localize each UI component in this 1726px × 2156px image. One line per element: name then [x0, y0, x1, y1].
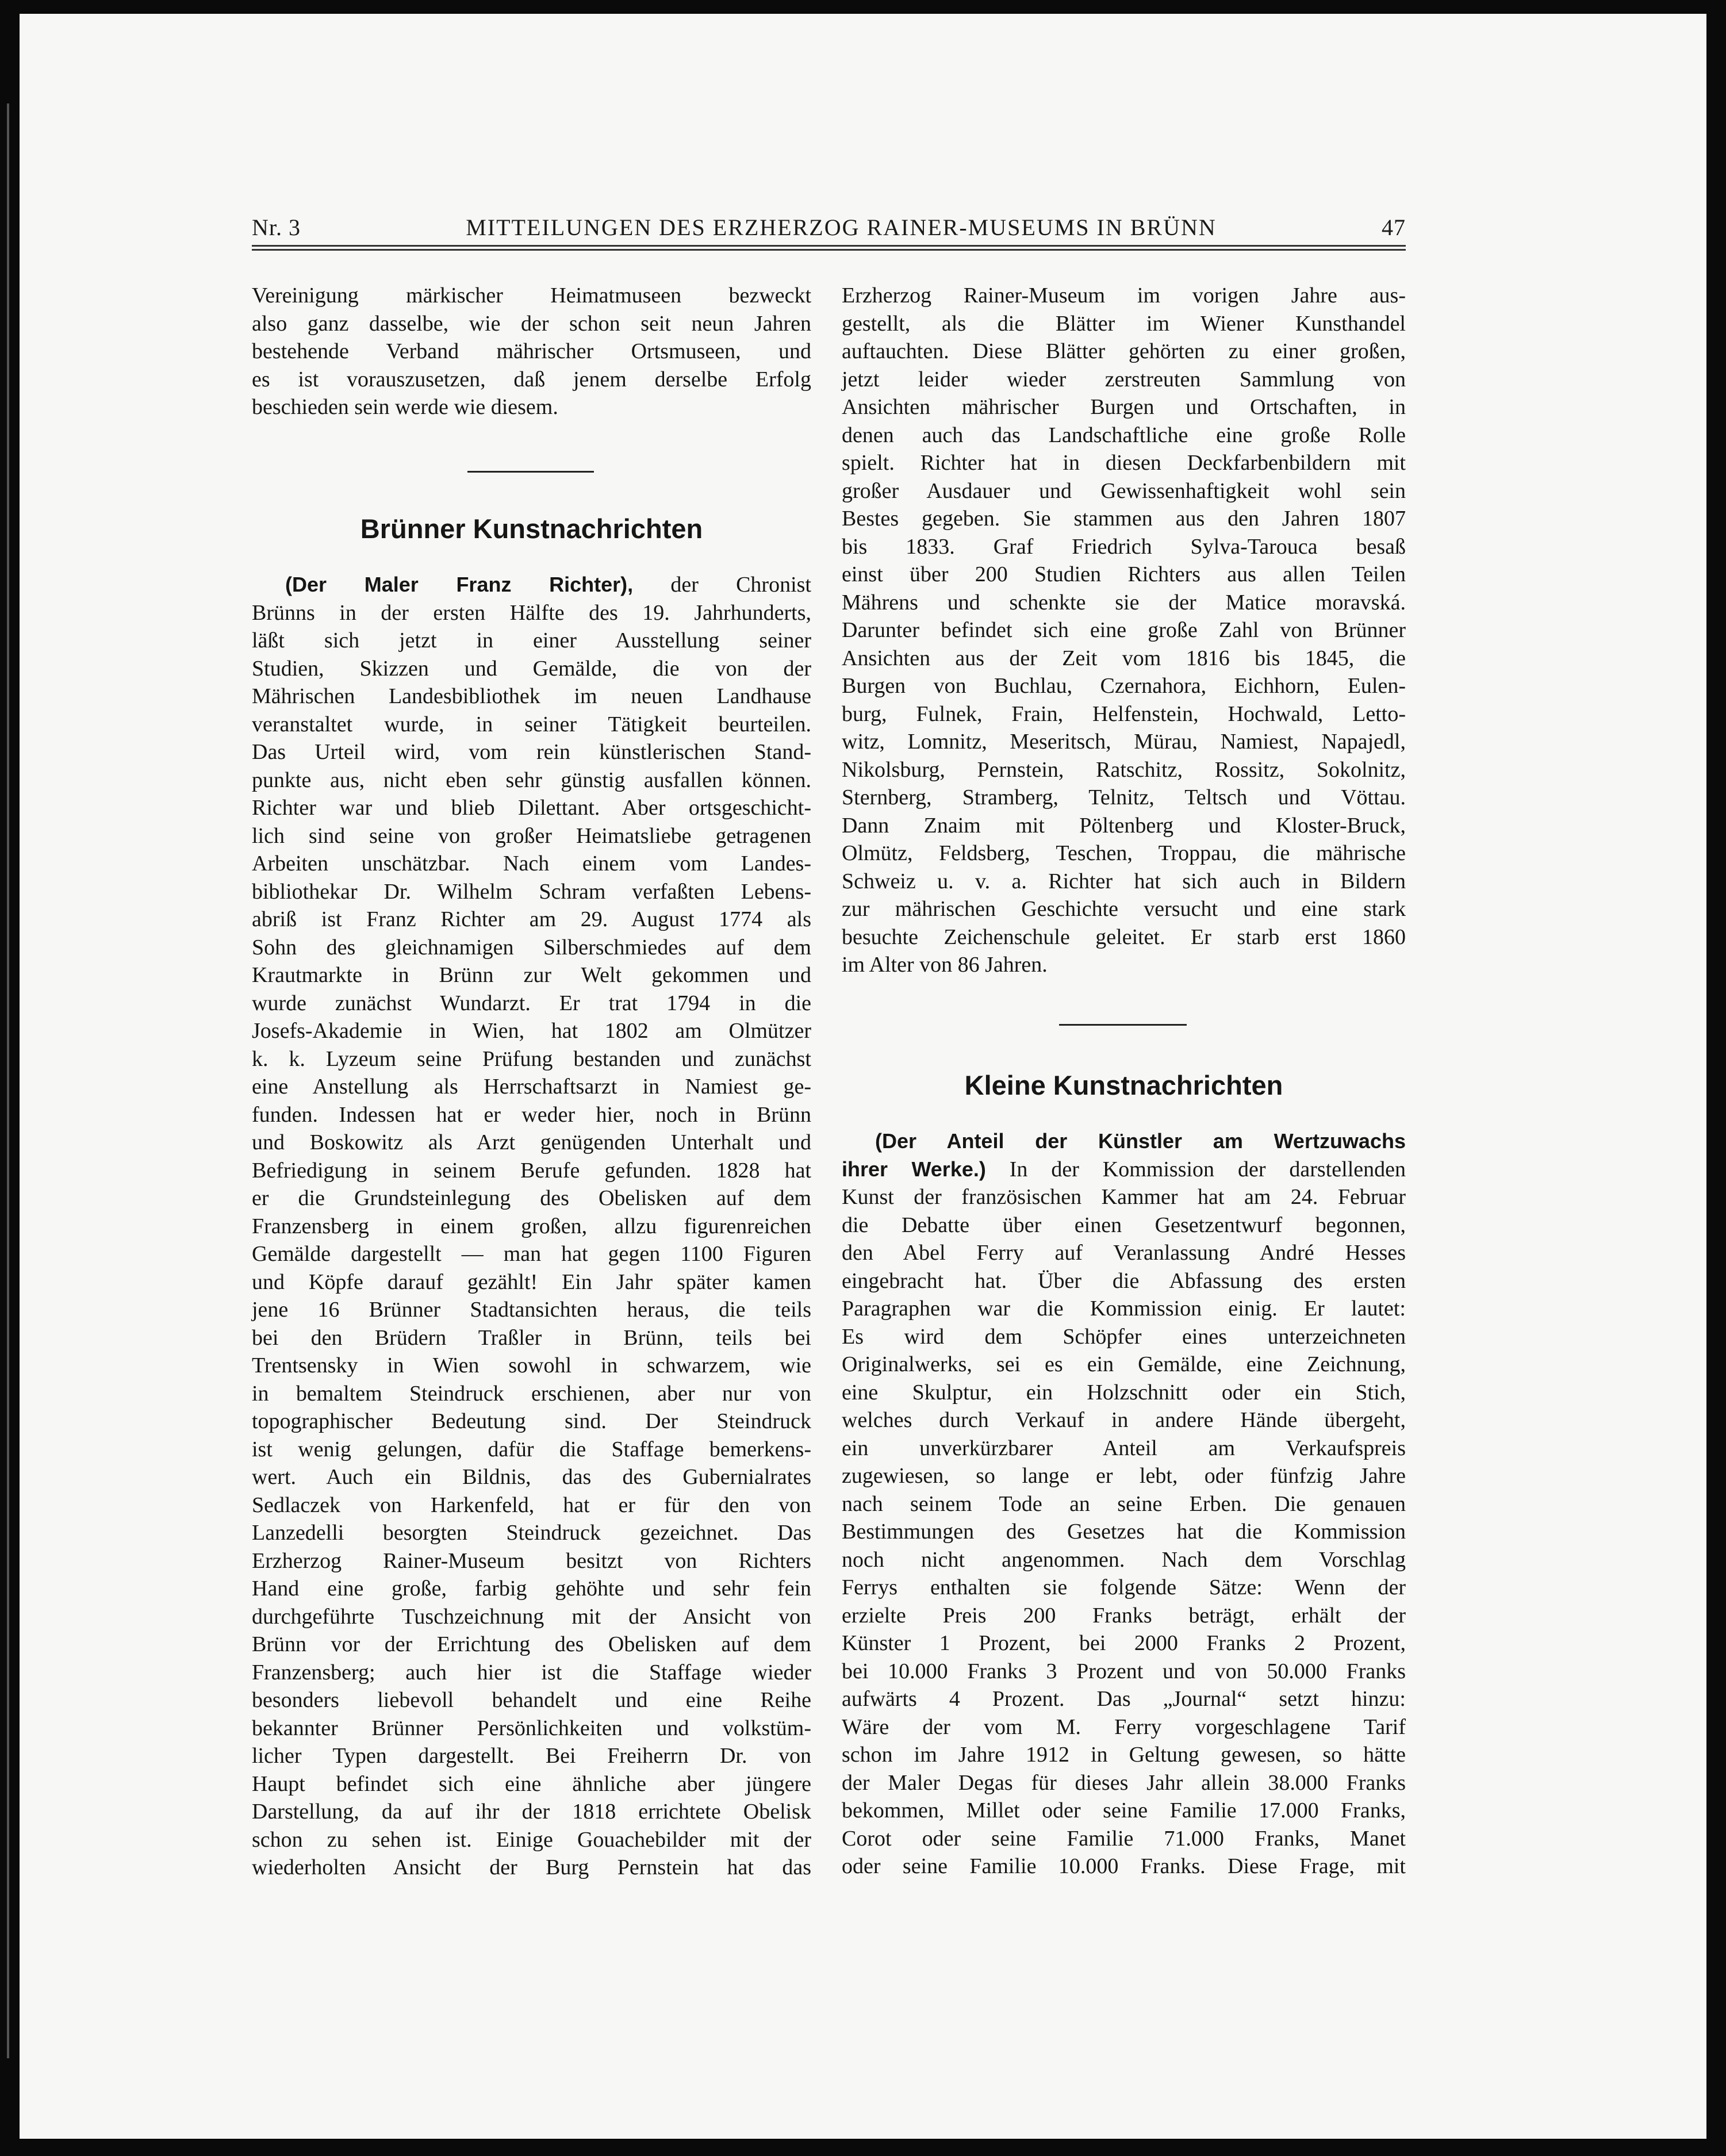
text-line: Franzensberg in einem großen, allzu figurenreichen	[252, 1214, 811, 1238]
text-line: oder seine Familie 10.000 Franks. Diese Frage, mit	[842, 1854, 1406, 1878]
text-line: Richter war und blieb Dilettant. Aber ortsgeschicht-	[252, 796, 811, 820]
text-line: Sternberg, Stramberg, Telnitz, Teltsch und Vöttau.	[842, 785, 1406, 810]
text-line: ist wenig gelungen, dafür die Staffage bemerkens-	[252, 1437, 811, 1461]
line-text: der Chronist	[633, 573, 811, 597]
text-line: der Maler Degas für dieses Jahr allein 38.000 Franks	[842, 1770, 1406, 1795]
text-line: bestehende Verband mährischer Ortsmuseen, und	[252, 339, 811, 363]
journal-title: MITTEILUNGEN DES ERZHERZOG RAINER-MUSEUMS IN BRÜNN	[466, 214, 1217, 240]
text-line: k. k. Lyzeum seine Prüfung bestanden und zunächst	[252, 1046, 811, 1071]
section-heading-bruenner: Brünner Kunstnachrichten	[360, 513, 703, 544]
text-line: Das Urteil wird, vom rein künstlerischen Stand-	[252, 740, 811, 764]
text-line: punkte aus, nicht eben sehr günstig ausfallen können.	[252, 768, 811, 792]
text-line: veranstaltet wurde, in seiner Tätigkeit beurteilen.	[252, 712, 811, 736]
bold-lead: (Der Anteil der Künstler am Wertzuwachs	[875, 1129, 1406, 1153]
text-line: wurde zunächst Wundarzt. Er trat 1794 in die	[252, 991, 811, 1015]
text-line: Burgen von Buchlau, Czernahora, Eichhorn, Eulen-	[842, 674, 1406, 698]
text-line: jene 16 Brünner Stadtansichten heraus, die teils	[252, 1298, 811, 1322]
text-line: witz, Lomnitz, Meseritsch, Mürau, Namiest, Napajedl,	[842, 730, 1406, 754]
text-line: bekommen, Millet oder seine Familie 17.000 Franks,	[842, 1798, 1406, 1823]
text-line: Ansichten mährischer Burgen und Ortschaften, in	[842, 395, 1406, 419]
text-line: Dann Znaim mit Pöltenberg und Kloster-Bruck,	[842, 813, 1406, 838]
text-line: eine Skulptur, ein Holzschnitt oder ein Stich,	[842, 1380, 1406, 1405]
text-line: spielt. Richter hat in diesen Deckfarbenbildern mit	[842, 451, 1406, 475]
issue-number: Nr. 3	[252, 214, 301, 240]
text-line: und Boskowitz als Arzt genügenden Unterhalt und	[252, 1130, 811, 1154]
text-line: zur mährischen Geschichte versucht und eine stark	[842, 897, 1406, 921]
text-line: denen auch das Landschaftliche eine große Rolle	[842, 423, 1406, 447]
text-line: Studien, Skizzen und Gemälde, die von der	[252, 656, 811, 681]
text-line: abriß ist Franz Richter am 29. August 1774 als	[252, 907, 811, 931]
section-divider	[467, 471, 594, 473]
text-line: in bemaltem Steindruck erschienen, aber nur von	[252, 1381, 811, 1406]
text-line: Bestes gegeben. Sie stammen aus den Jahren 1807	[842, 507, 1406, 531]
text-line: Mährischen Landesbibliothek im neuen Landhause	[252, 684, 811, 708]
text-line: Nikolsburg, Pernstein, Ratschitz, Rossitz, Sokolnitz,	[842, 757, 1406, 782]
text-line: den Abel Ferry auf Veranlassung André Hesses	[842, 1241, 1406, 1265]
text-line: läßt sich jetzt in einer Ausstellung seiner	[252, 628, 811, 653]
text-line: besonders liebevoll behandelt und eine Reihe	[252, 1688, 811, 1712]
text-line: Trentsensky in Wien sowohl in schwarzem, wie	[252, 1353, 811, 1378]
left-intro-paragraph	[252, 282, 811, 421]
text-line: er die Grundsteinlegung des Obelisken auf dem	[252, 1186, 811, 1210]
text-line: Sedlaczek von Harkenfeld, hat er für den von	[252, 1493, 811, 1517]
article-franz-richter	[252, 571, 811, 1882]
text-line: wert. Auch ein Bildnis, das des Gubernialrates	[252, 1465, 811, 1489]
running-header	[252, 214, 1406, 246]
text-line: lich sind seine von großer Heimatsliebe getragenen	[252, 823, 811, 848]
text-line: schon zu sehen ist. Einige Gouachebilder mit der	[252, 1827, 811, 1852]
bold-lead: ihrer Werke.)	[842, 1157, 986, 1181]
text-line: Mährens und schenkte sie der Matice moravská.	[842, 590, 1406, 615]
text-line: großer Ausdauer und Gewissenhaftigkeit wohl sein	[842, 478, 1406, 503]
text-line: Paragraphen war die Kommission einig. Er lautet:	[842, 1296, 1406, 1321]
section-divider	[1059, 1024, 1187, 1026]
text-line: auftauchten. Diese Blätter gehörten zu einer großen,	[842, 339, 1406, 363]
text-line: Es wird dem Schöpfer eines unterzeichneten	[842, 1324, 1406, 1349]
text-line: Arbeiten unschätzbar. Nach einem vom Landes-	[252, 851, 811, 876]
text-line: durchgeführte Tuschzeichnung mit der Ansicht von	[252, 1604, 811, 1629]
text-line: nach seinem Tode an seine Erben. Die genauen	[842, 1491, 1406, 1516]
header-double-rule	[252, 245, 1406, 251]
text-line: noch nicht angenommen. Nach dem Vorschlag	[842, 1547, 1406, 1572]
text-line: Künster 1 Prozent, bei 2000 Franks 2 Prozent,	[842, 1631, 1406, 1655]
text-line: Olmütz, Feldsberg, Teschen, Troppau, die mährische	[842, 841, 1406, 865]
text-line: bis 1833. Graf Friedrich Sylva-Tarouca besaß	[842, 534, 1406, 559]
article-kuenstler-anteil	[842, 1127, 1406, 1881]
text-line: beschieden sein werde wie diesem.	[252, 395, 558, 419]
text-line: Befriedigung in seinem Berufe gefunden. 1828 hat	[252, 1158, 811, 1183]
text-line: bibliothekar Dr. Wilhelm Schram verfaßten Lebens-	[252, 879, 811, 904]
text-line: burg, Fulnek, Frain, Helfenstein, Hochwald, Letto-	[842, 701, 1406, 726]
article-franz-richter-continued	[842, 282, 1406, 979]
text-line: Bestimmungen des Gesetzes hat die Kommission	[842, 1520, 1406, 1544]
section-heading-kleine: Kleine Kunstnachrichten	[964, 1070, 1283, 1100]
text-line: topographischer Bedeutung sind. Der Steindruck	[252, 1409, 811, 1433]
text-line: ein unverkürzbarer Anteil am Verkaufspreis	[842, 1436, 1406, 1460]
text-line: eingebracht hat. Über die Abfassung des ersten	[842, 1268, 1406, 1293]
text-line: Ferrys enthalten sie folgende Sätze: Wenn der	[842, 1575, 1406, 1599]
text-line: erzielte Preis 200 Franks beträgt, erhält der	[842, 1603, 1406, 1628]
text-line: bekannter Brünner Persönlichkeiten und volkstüm-	[252, 1716, 811, 1740]
line-text: In der Kommission der darstellenden	[985, 1157, 1406, 1181]
text-line	[842, 1127, 1406, 1156]
text-line: Sohn des gleichnamigen Silberschmiedes auf dem	[252, 935, 811, 960]
text-line: Corot oder seine Familie 71.000 Franks, Manet	[842, 1826, 1406, 1851]
text-line: funden. Indessen hat er weder hier, noch in Brünn	[252, 1102, 811, 1127]
text-line: Krautmarkte in Brünn zur Welt gekommen und	[252, 963, 811, 987]
text-line: gestellt, als die Blätter im Wiener Kunsthandel	[842, 311, 1406, 336]
text-line: besuchte Zeichenschule geleitet. Er starb erst 1860	[842, 924, 1406, 949]
text-line: aufwärts 4 Prozent. Das „Journal“ setzt hinzu:	[842, 1687, 1406, 1711]
text-line: Hand eine große, farbig gehöhte und sehr fein	[252, 1576, 811, 1601]
text-line: die Debatte über einen Gesetzentwurf begonnen,	[842, 1213, 1406, 1237]
text-line	[252, 571, 811, 599]
text-line: Franzensberg; auch hier ist die Staffage wieder	[252, 1660, 811, 1685]
text-line	[842, 1156, 1406, 1184]
text-line: Schweiz u. v. a. Richter hat sich auch in Bildern	[842, 869, 1406, 893]
text-line: zugewiesen, so lange er lebt, oder fünfzig Jahre	[842, 1464, 1406, 1488]
text-line: Josefs-Akademie in Wien, hat 1802 am Olmützer	[252, 1019, 811, 1043]
text-line: wiederholten Ansicht der Burg Pernstein hat das	[252, 1855, 811, 1879]
text-line: und Köpfe darauf gezählt! Ein Jahr später kamen	[252, 1269, 811, 1294]
text-line: Ansichten aus der Zeit vom 1816 bis 1845, die	[842, 646, 1406, 670]
text-line: Brünn vor der Errichtung des Obelisken auf dem	[252, 1632, 811, 1656]
text-line: Haupt befindet sich eine ähnliche aber jüngere	[252, 1771, 811, 1796]
text-line: Vereinigung märkischer Heimatmuseen bezweckt	[252, 283, 811, 308]
text-line: schon im Jahre 1912 in Geltung gewesen, so hätte	[842, 1743, 1406, 1767]
text-line: Lanzedelli besorgten Steindruck gezeichnet. Das	[252, 1521, 811, 1545]
text-line: Brünns in der ersten Hälfte des 19. Jahrhunderts,	[252, 600, 811, 625]
text-line: licher Typen dargestellt. Bei Freiherrn Dr. von	[252, 1744, 811, 1768]
text-line: im Alter von 86 Jahren.	[842, 953, 1048, 977]
text-line: Erzherzog Rainer-Museum besitzt von Richters	[252, 1548, 811, 1573]
bold-lead: (Der Maler Franz Richter),	[285, 573, 634, 596]
text-line: es ist vorauszusetzen, daß jenem derselbe Erfolg	[252, 367, 811, 392]
text-line: Originalwerks, sei es ein Gemälde, eine Zeichnung,	[842, 1352, 1406, 1376]
text-line: bei 10.000 Franks 3 Prozent und von 50.000 Franks	[842, 1659, 1406, 1683]
text-line: Darstellung, da auf ihr der 1818 errichtete Obelisk	[252, 1800, 811, 1824]
page-number: 47	[1381, 214, 1406, 240]
page-edge-shadow	[7, 103, 9, 2058]
text-line: Erzherzog Rainer-Museum im vorigen Jahre aus-	[842, 283, 1406, 308]
text-line: Wäre der vom M. Ferry vorgeschlagene Tarif	[842, 1714, 1406, 1739]
text-line: also ganz dasselbe, wie der schon seit neun Jahren	[252, 311, 811, 336]
text-line: eine Anstellung als Herrschaftsarzt in Namiest ge-	[252, 1075, 811, 1099]
text-line: jetzt leider wieder zerstreuten Sammlung von	[842, 367, 1406, 392]
text-line: bei den Brüdern Traßler in Brünn, teils bei	[252, 1325, 811, 1350]
text-line: einst über 200 Studien Richters aus allen Teilen	[842, 562, 1406, 586]
text-line: Darunter befindet sich eine große Zahl von Brünner	[842, 618, 1406, 642]
text-line: welches durch Verkauf in andere Hände übergeht,	[842, 1408, 1406, 1432]
text-line: Kunst der französischen Kammer hat am 24. Februar	[842, 1185, 1406, 1209]
text-line: Gemälde dargestellt — man hat gegen 1100 Figuren	[252, 1242, 811, 1266]
